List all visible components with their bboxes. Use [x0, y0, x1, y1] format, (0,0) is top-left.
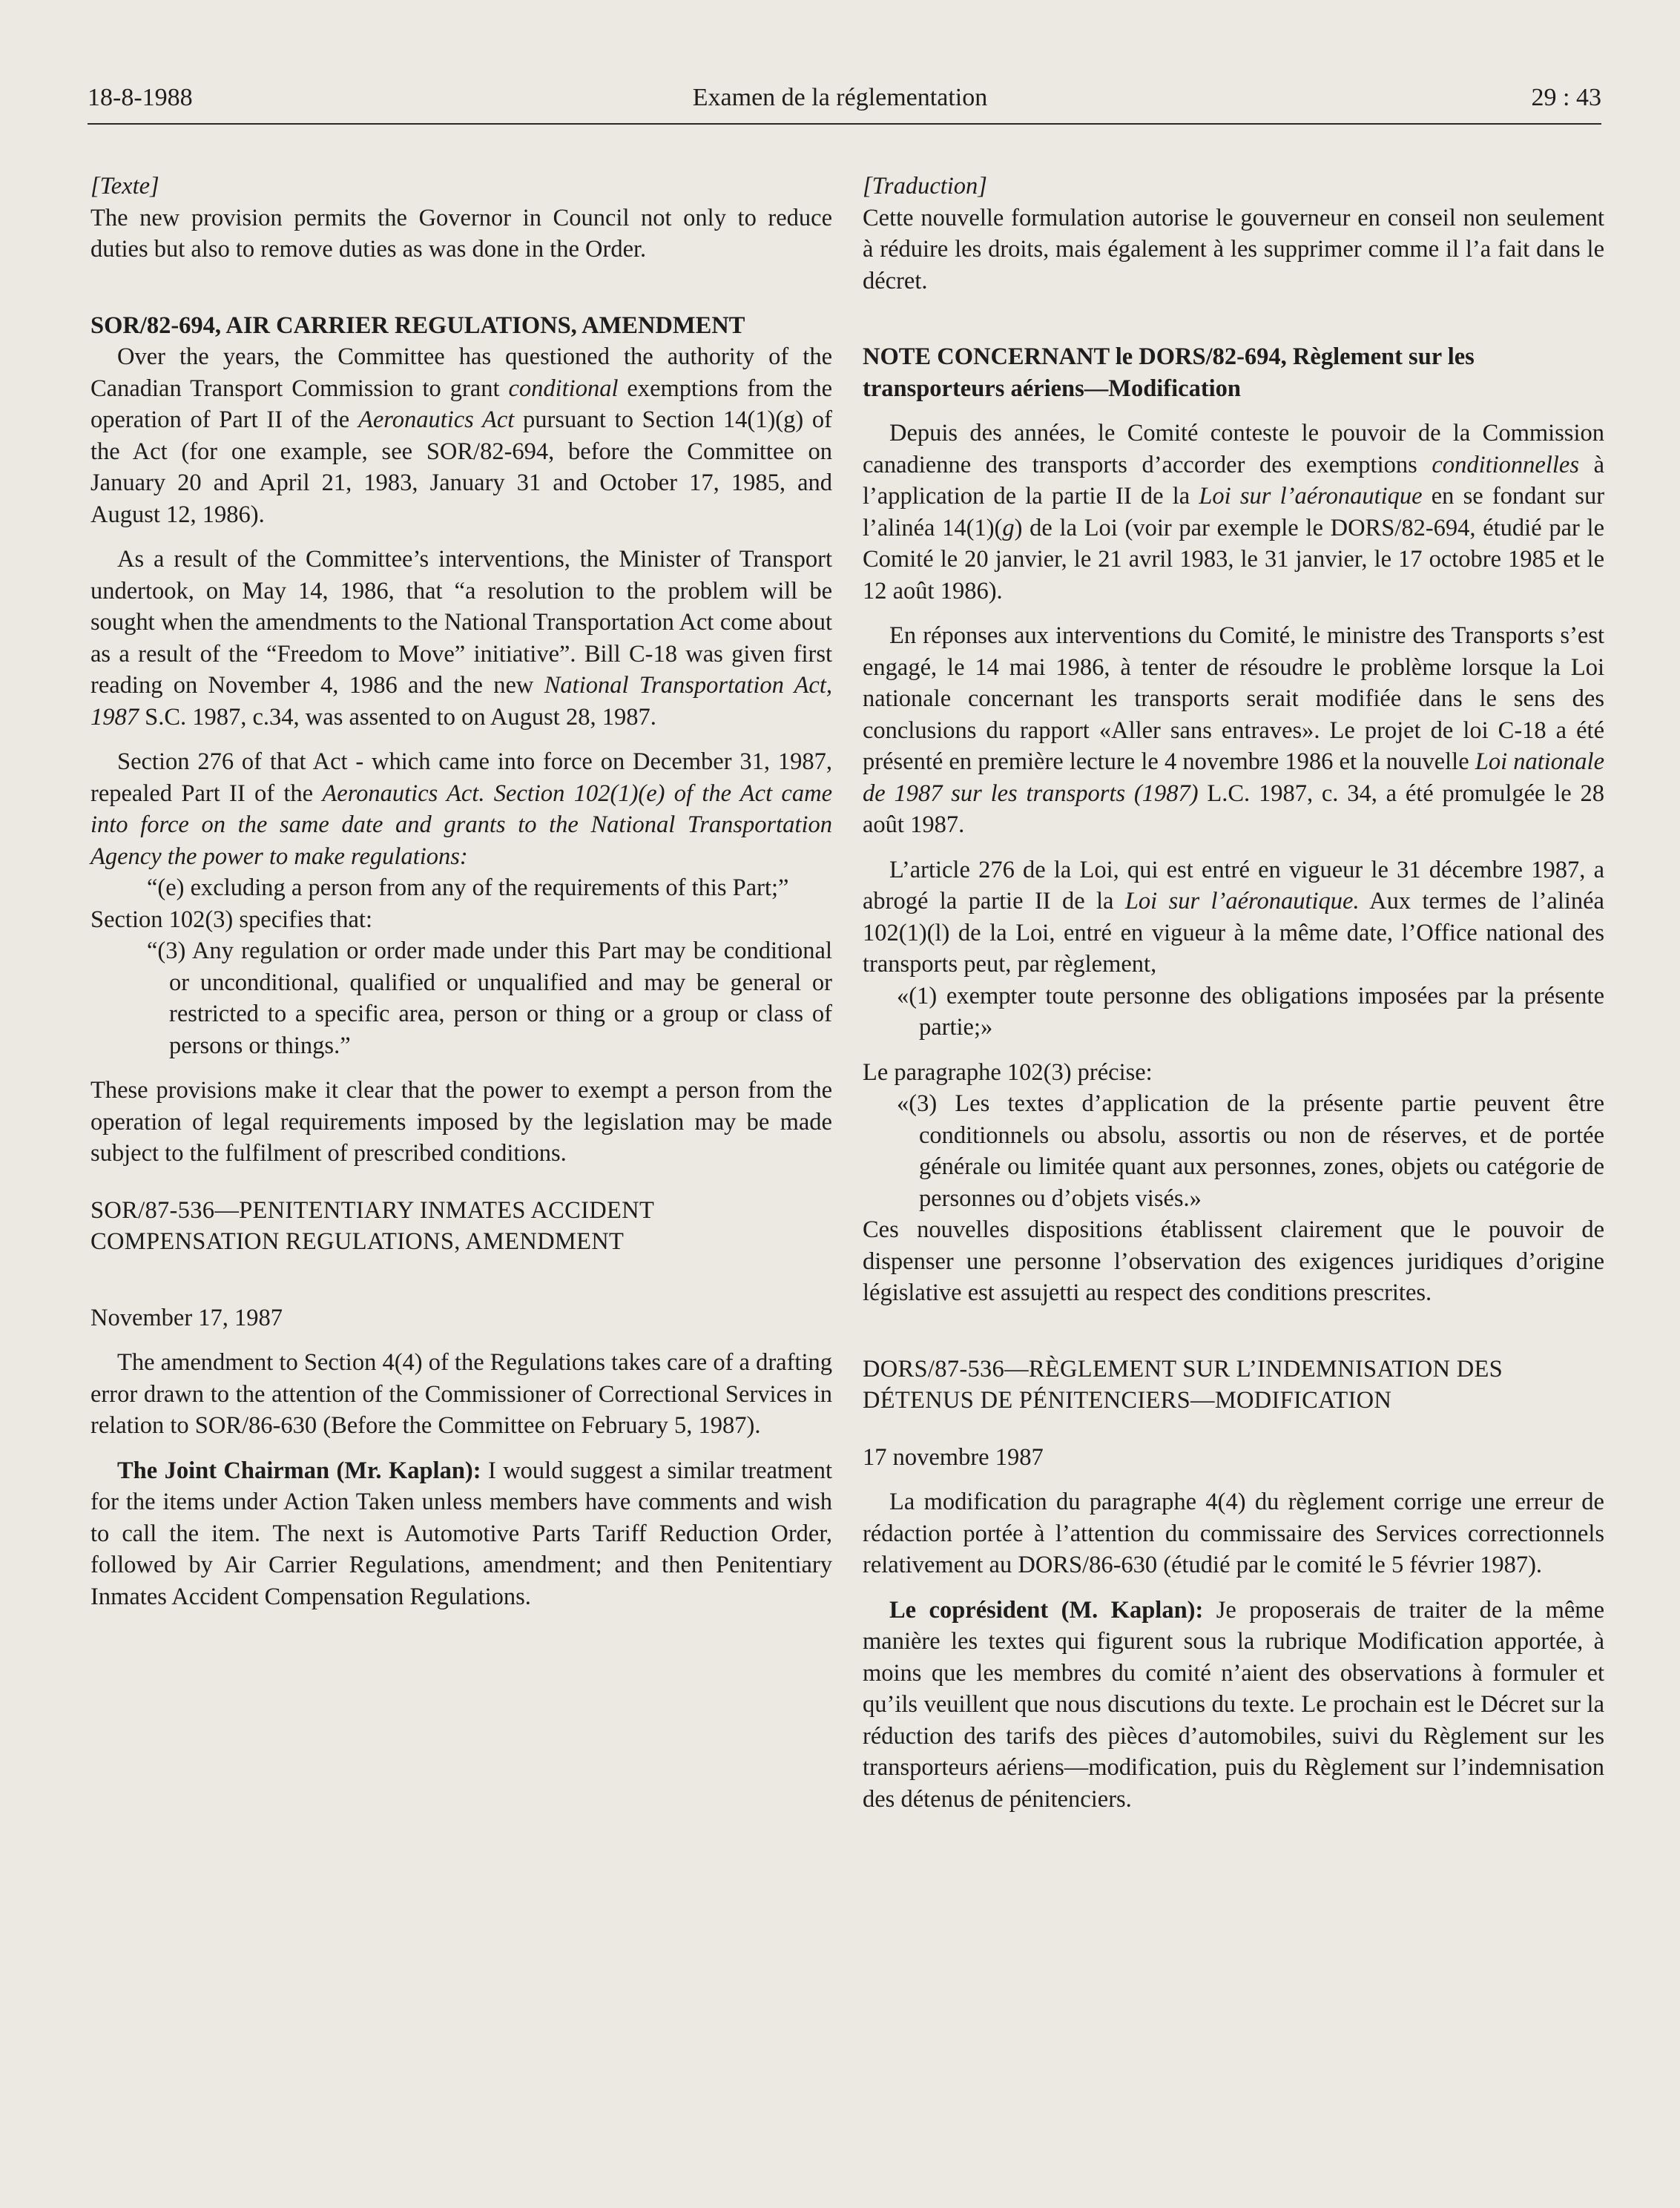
header-page-number: 29 : 43 — [1531, 84, 1601, 111]
section-heading-dors-82-694: NOTE CONCERNANT le DORS/82-694, Règlement sur les transporteurs aériens—Modification — [863, 343, 1475, 402]
quotation: “(e) excluding a person from any of the requirements of this Part;” — [147, 874, 789, 901]
paragraph: The amendment to Section 4(4) of the Regulations takes care of a drafting error drawn to the attention of the Commissioner of Correctional Services in relation to SOR/86-630 (Before the Committee on February 5, 1987). — [90, 1349, 832, 1439]
speaker-name: The Joint Chairman (Mr. Kaplan): — [117, 1457, 481, 1484]
paragraph: Depuis des années, le Comité conteste le pouvoir de la Commission canadienne des transports d’accorder des exemptions conditionnelles à l’application de la partie II de la Loi sur l’aéronautique en se fondant sur l’alinéa 14(1)(g) de la Loi (voir par exemple le DORS/82-694, étudié par le Comité le 20 janvier, le 21 avril 1983, le 31 janvier, le 17 octobre 1985 et le 12 août 1986). — [863, 420, 1605, 604]
header-rule — [88, 123, 1601, 125]
paragraph: Le coprésident (M. Kaplan): Je proposerais de traiter de la même manière les textes qui figurent sous la rubrique Modification apportée, à moins que les membres du comité n’aient des observations à formuler et qu’ils veuillent que nous discutions du texte. Le prochain est le Décret sur la réduction des tarifs des pièces d’automobiles, suivi du Règlement sur les transporteurs aériens—modification, puis du Règlement sur l’indemnisation des détenus de pénitenciers. — [863, 1596, 1604, 1813]
speaker-name: Le coprésident (M. Kaplan): — [889, 1596, 1204, 1624]
translation-marker: [Traduction] — [863, 173, 987, 200]
paragraph: Le paragraphe 102(3) précise: — [863, 1058, 1153, 1086]
paragraph: Over the years, the Committee has questioned the authority of the Canadian Transport Commission to grant conditional exemptions from the operation of Part II of the Aeronautics Act pursuant to Section 14(1)(g) of the Act (for one example, see SOR/82-694, before the Committee on January 20 and April 21, 1983, January 31 and October 17, 1985, and August 12, 1986). — [90, 343, 833, 528]
section-heading-dors-87-536: DORS/87-536—RÈGLEMENT SUR L’INDEMNISATION DES DÉTENUS DE PÉNITENCIERS—MODIFICATION — [863, 1355, 1503, 1414]
paragraph: Section 102(3) specifies that: — [90, 906, 372, 933]
french-column — [863, 171, 1604, 1815]
paragraph: The Joint Chairman (Mr. Kaplan): I would suggest a similar treatment for the items under Action Taken unless members have comments and wish to call the item. The next is Automotive Parts Tariff Reduction Order, followed by Air Carrier Regulations, amendment; and then Penitentiary Inmates Accident Compensation Regulations. — [90, 1457, 833, 1610]
paragraph: As a result of the Committee’s interventions, the Minister of Transport undertook, on May 14, 1986, that “a resolution to the problem will be sought when the amendments to the National Transportation Act come about as a result of the “Freedom to Move” initiative”. Bill C-18 was given first reading on November 4, 1986 and the new National Transportation Act, 1987 S.C. 1987, c.34, was assented to on August 28, 1987. — [90, 546, 832, 731]
quotation: «(3) Les textes d’application de la présente partie peuvent être conditionnels ou absolu, assortis ou non de réserves, et de portée générale ou limitée quant aux personnes, zones, objets ou catégorie de personnes ou d’objets visés.» — [897, 1090, 1604, 1212]
paragraph: La modification du paragraphe 4(4) du règlement corrige une erreur de rédaction portée à l’attention du commissaire des Services correctionnels relativement au DORS/86-630 (étudié par le comité le 5 février 1987). — [863, 1489, 1604, 1578]
paragraph: Section 276 of that Act - which came into force on December 31, 1987, repealed Part II of the Aeronautics Act. Section 102(1)(e) of the Act came into force on the same date and grants to the National Transportation Agency the power to make regulations: — [90, 748, 833, 870]
english-column — [90, 171, 832, 1612]
paragraph: Cette nouvelle formulation autorise le gouverneur en conseil non seulement à réduire les droits, mais également à les supprimer comme il l’a fait dans le décret. — [863, 204, 1604, 294]
paragraph: En réponses aux interventions du Comité, le ministre des Transports s’est engagé, le 14 mai 1986, à tenter de résoudre le problème lorsque la Loi nationale concernant les transports serait modifiée dans le sens des conclusions du rapport «Aller sans entraves». Le projet de loi C-18 a été présenté en première lecture le 4 novembre 1986 et la nouvelle Loi nationale de 1987 sur les transports (1987) L.C. 1987, c. 34, a été promulgée le 28 août 1987. — [863, 622, 1605, 838]
quotation: “(3) Any regulation or order made under this Part may be conditional or unconditional, qualified or unqualified and may be general or restricted to a specific area, person or thing or a group or class of persons or things.” — [147, 937, 832, 1059]
section-heading-sor-87-536: SOR/87-536—PENITENTIARY INMATES ACCIDENT COMPENSATION REGULATIONS, AMENDMENT — [90, 1196, 654, 1255]
paragraph: These provisions make it clear that the power to exempt a person from the operation of legal requirements imposed by the legislation may be made subject to the fulfilment of prescribed conditions. — [90, 1077, 832, 1167]
header-date: 18-8-1988 — [88, 84, 193, 111]
text-marker: [Texte] — [90, 173, 159, 200]
paragraph: L’article 276 de la Loi, qui est entré en vigueur le 31 décembre 1987, a abrogé la partie II de la Loi sur l’aéronautique. Aux termes de l’alinéa 102(1)(l) de la Loi, entré en vigueur à la même date, l’Office national des transports peut, par règlement, — [863, 856, 1604, 978]
item-date: November 17, 1987 — [90, 1304, 283, 1331]
paragraph: The new provision permits the Governor in Council not only to reduce duties but also to remove duties as was done in the Order. — [90, 204, 832, 263]
section-heading-sor-82-694: SOR/82-694, AIR CARRIER REGULATIONS, AMENDMENT — [90, 312, 745, 339]
quotation: «(1) exempter toute personne des obligations imposées par la présente partie;» — [897, 982, 1604, 1041]
header-title: Examen de la réglementation — [692, 84, 988, 111]
paragraph: Ces nouvelles dispositions établissent clairement que le pouvoir de dispenser une personne l’observation des exigences juridiques d’origine législative est assujetti au respect des conditions prescrites. — [863, 1216, 1604, 1306]
item-date: 17 novembre 1987 — [863, 1443, 1044, 1471]
